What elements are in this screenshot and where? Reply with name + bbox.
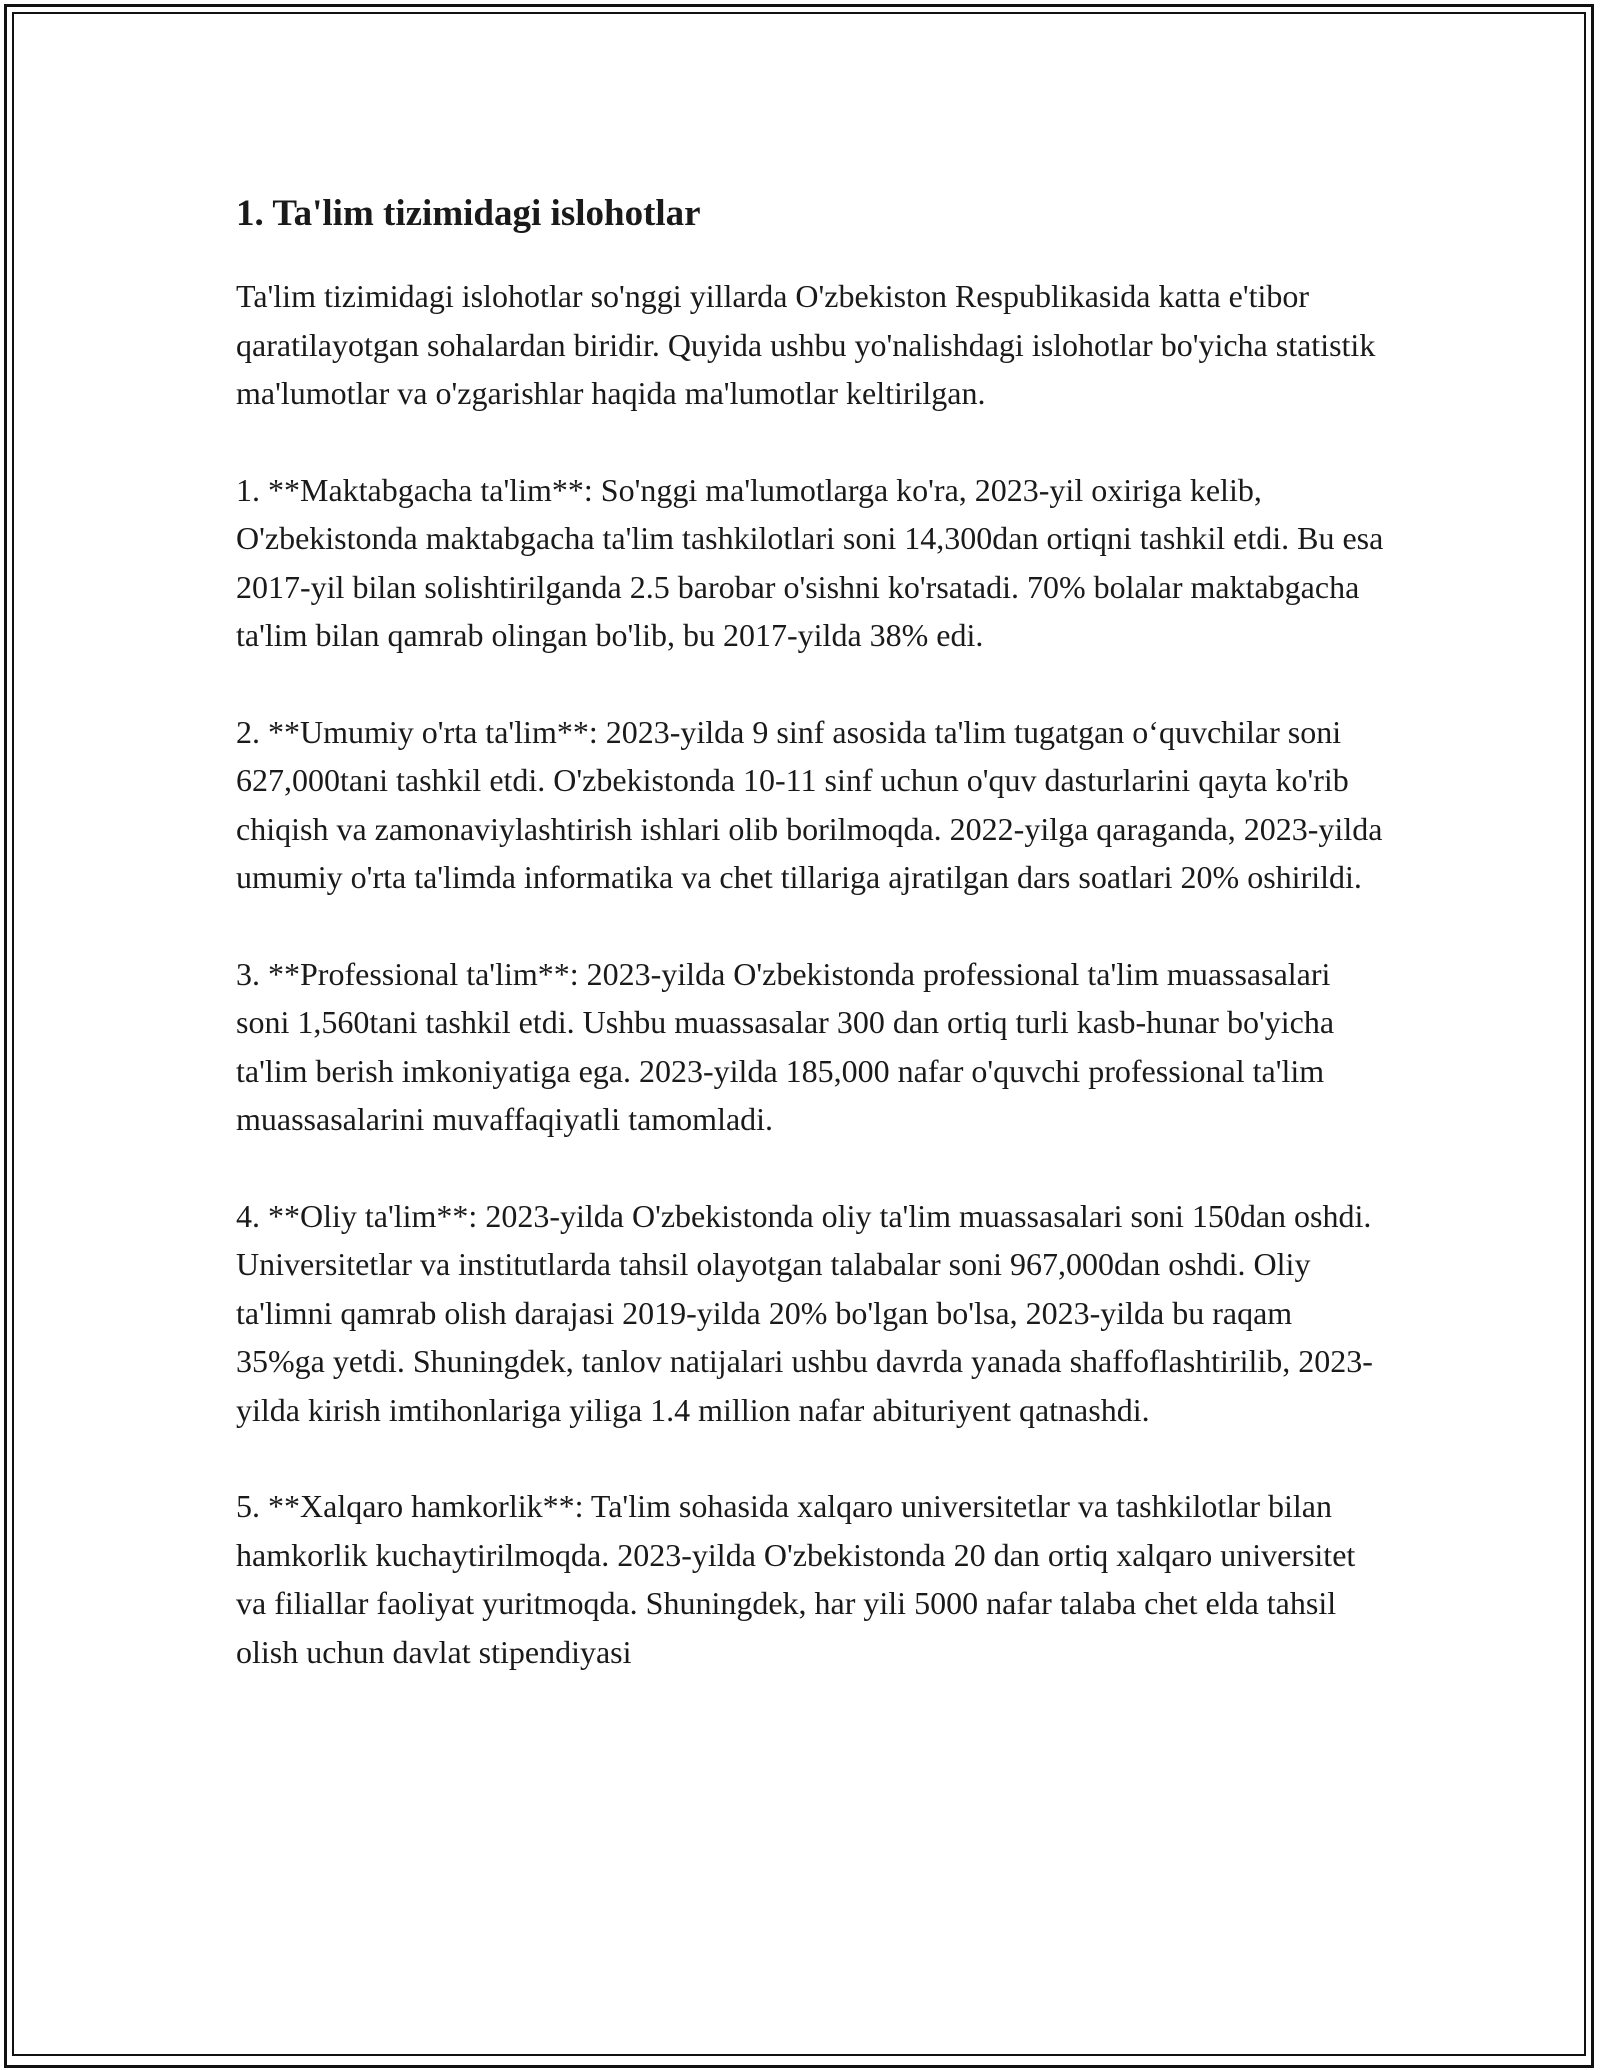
- paragraph-general-secondary-education: 2. **Umumiy o'rta ta'lim**: 2023-yilda 9 sinf asosida ta'lim tugatgan o‘quvchilar soni 627,000tani tashkil etdi. O'zbekistonda 10-11 sinf uchun o'quv dasturlarini qayta ko'rib chiqish va zamonaviylashtirish ishlari olib borilmoqda. 2022-yilga qaraganda, 2023-yilda umumiy o'rta ta'limda informatika va chet tillariga ajratilgan dars soatlari 20% oshirildi.: [236, 713, 1383, 895]
- document-title: 1. Ta'lim tizimidagi islohotlar: [236, 193, 701, 234]
- paragraph-preschool-education: 1. **Maktabgacha ta'lim**: So'nggi ma'lumotlarga ko'ra, 2023-yil oxiriga kelib, O'zbekistonda maktabgacha ta'lim tashkilotlari soni 14,300dan ortiqni tashkil etdi. Bu esa 2017-yil bilan solishtirilganda 2.5 barobar o'sishni ko'rsatadi. 70% bolalar maktabgacha ta'lim bilan qamrab olingan bo'lib, bu 2017-yilda 38% edi.: [236, 471, 1384, 653]
- paragraph-international-cooperation: 5. **Xalqaro hamkorlik**: Ta'lim sohasida xalqaro universitetlar va tashkilotlar bilan hamkorlik kuchaytirilmoqda. 2023-yilda O'zbekistonda 20 dan ortiq xalqaro universitet va filiallar faoliyat yuritmoqda. Shuningdek, har yili 5000 nafar talaba chet elda tahsil olish uchun davlat stipendiyasi: [236, 1488, 1356, 1670]
- document-body: [236, 186, 1386, 1676]
- paragraph-higher-education: 4. **Oliy ta'lim**: 2023-yilda O'zbekistonda oliy ta'lim muassasalari soni 150dan oshdi. Universitetlar va institutlarda tahsil olayotgan talabalar soni 967,000dan oshdi. Oliy ta'limni qamrab olish darajasi 2019-yilda 20% bo'lgan bo'lsa, 2023-yilda bu raqam 35%ga yetdi. Shuningdek, tanlov natijalari ushbu davrda yanada shaffoflashtirilib, 2023-yilda kirish imtihonlariga yiliga 1.4 million nafar abituriyent qatnashdi.: [236, 1197, 1373, 1428]
- paragraph-professional-education: 3. **Professional ta'lim**: 2023-yilda O'zbekistonda professional ta'lim muassasalari soni 1,560tani tashkil etdi. Ushbu muassasalar 300 dan ortiq turli kasb-hunar bo'yicha ta'lim berish imkoniyatiga ega. 2023-yilda 185,000 nafar o'quvchi professional ta'lim muassasalarini muvaffaqiyatli tamomladi.: [236, 955, 1335, 1137]
- intro-paragraph: Ta'lim tizimidagi islohotlar so'nggi yillarda O'zbekiston Respublikasida katta e'tibor qaratilayotgan sohalardan biridir. Quyida ushbu yo'nalishdagi islohotlar bo'yicha statistik ma'lumotlar va o'zgarishlar haqida ma'lumotlar keltirilgan.: [236, 278, 1376, 411]
